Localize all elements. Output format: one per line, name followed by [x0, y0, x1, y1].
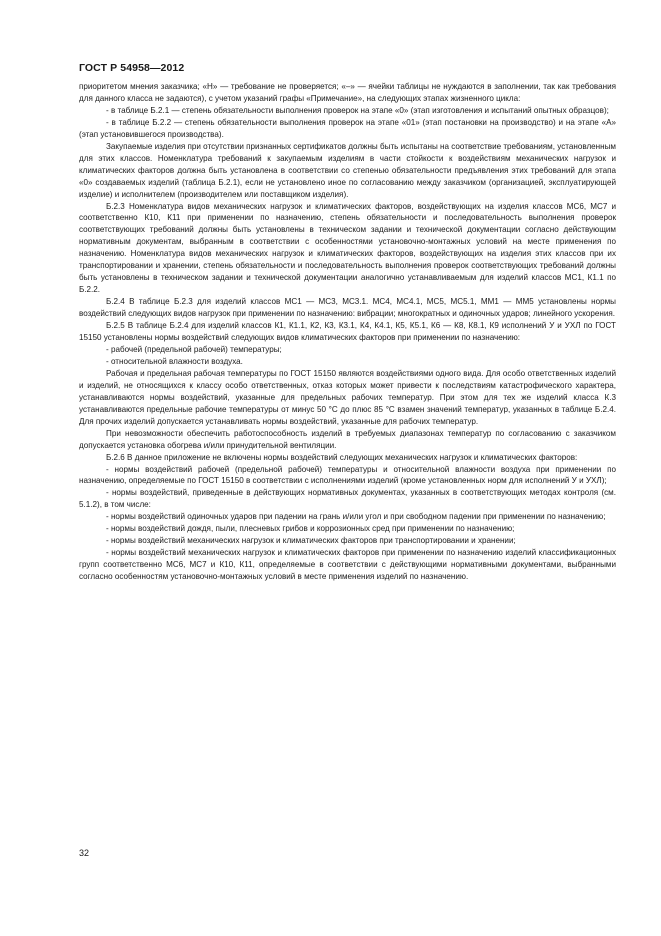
list-item: - в таблице Б.2.2 — степень обязательности выполнения проверок на этапе «01» (этап постановки на производство) и на этапе «А» (этап установившегося производства).	[79, 117, 616, 139]
list-item: - нормы воздействий механических нагрузок и климатических факторов при транспортировании и хранении;	[106, 536, 516, 546]
paragraph: Б.2.4 В таблице Б.2.3 для изделий классов МС1 — МС3, МС3.1. МС4, МС4.1, МС5, МС5.1, ММ1 — ММ5 установлены нормы воздействий следующих видов нагрузок при применении по назначению: вибрации; многократных и одиночных ударов; линейного ускорения.	[79, 297, 616, 319]
list-item: - в таблице Б.2.1 — степень обязательности выполнения проверок на этапе «0» (этап изготовления и испытаний опытных образцов);	[106, 105, 609, 115]
paragraph: Рабочая и предельная рабочая температуры по ГОСТ 15150 являются воздействиями одного вида. Для особо ответственных изделий и изделий, не относящихся к классу особо ответственных, отказ которых может привести к последствиям катастрофического характера, устанавливаются нормы воздействий, указанные для предельных рабочих температур. При этом для тех же изделий класса К.3 устанавливаются предельные рабочие температуры от минус 50 °С до плюс 85 °С взамен значений температур, указанных в таблице Б.2.4. Для прочих изделий допускается устанавливать нормы воздействий, указанные для рабочих температур.	[79, 368, 616, 426]
paragraph: приоритетом мнения заказчика; «Н» — требование не проверяется; «–» — ячейки таблицы не нуждаются в заполнении, так как требования для данного класса не задаются), с учетом указаний графы «Примечание», на следующих этапах жизненного цикла:	[79, 82, 616, 103]
list-item: - нормы воздействий механических нагрузок и климатических факторов при применении по назначению изделий классификационных групп соответственно МС6, МС7 и К10, К11, определяемые в соответствии с действующими нормативными документами, выбранными согласно особенностям установочно-монтажных условий в месте применения изделий по назначению.	[79, 548, 616, 582]
document-header: ГОСТ Р 54958—2012	[79, 62, 185, 74]
paragraph: Б.2.3 Номенклатура видов механических нагрузок и климатических факторов, воздействующих на изделия классов МС6, МС7 и соответственно К10, К11 при применении по назначению, степень обязательности и последовательность выполнения проверок соответствующих требований должны быть установлены в техническом задании и технической документации согласно действующим нормативным документам, выбранным в соответствии с особенностями установочно-монтажных условий на месте применения по назначению. Номенклатура видов механических нагрузок и климатических факторов, воздействующих на изделия этих классов при их транспортировании и хранении, степень обязательности и последовательность выполнения проверок соответствующих требований должны быть установлены в техническом задании и технической документации аналогично устанавливаемым для изделий классов МС1, К1.1 по Б.2.2.	[79, 201, 616, 295]
page-number: 32	[79, 848, 90, 858]
paragraph: Закупаемые изделия при отсутствии признанных сертификатов должны быть испытаны на соответствие требованиям, установленным для этих классов. Номенклатура требований к закупаемым изделиям в части стойкости к воздействиям механических нагрузок и климатических факторов должна быть установлена в соответствии со степенью обязательности предъявления этих требований для этапа «0» создаваемых изделий (таблица Б.2.1), если не установлено иное по согласованию между заказчиком (организацией, эксплуатирующей изделие) и исполнителем (производителем или поставщиком изделия).	[79, 141, 616, 199]
paragraph: Б.2.6 В данное приложение не включены нормы воздействий следующих механических нагрузок и климатических факторов:	[106, 452, 578, 462]
list-item: - нормы воздействий, приведенные в действующих нормативных документах, указанных в соответствующих методах контроля (см. 5.1.2), в том числе:	[79, 488, 616, 510]
paragraph: Б.2.5 В таблице Б.2.4 для изделий классов К1, К1.1, К2, К3, К3.1, К4, К4.1, К5, К5.1, К6 — К8, К8.1, К9 исполнений У и УХЛ по ГОСТ 15150 установлены нормы воздействий следующих видов климатических факторов при применении по назначению:	[79, 321, 616, 343]
list-item: - нормы воздействий одиночных ударов при падении на грань и/или угол и при свободном падении при применении по назначению;	[106, 512, 606, 522]
list-item: - нормы воздействий дождя, пыли, плесневых грибов и коррозионных сред при применении по назначению;	[106, 524, 515, 534]
list-item: - рабочей (предельной рабочей) температуры;	[106, 344, 282, 354]
paragraph: При невозможности обеспечить работоспособность изделий в требуемых диапазонах температур по согласованию с заказчиком допускается установка обогрева и/или принудительной вентиляции.	[79, 428, 616, 450]
document-body	[79, 81, 616, 583]
list-item: - нормы воздействий рабочей (предельной рабочей) температуры и относительной влажности воздуха при применении по назначению, определяемые по ГОСТ 15150 в соответствии с исполнениями изделий (кроме установленных норм для исполнений У и УХЛ);	[79, 464, 616, 486]
list-item: - относительной влажности воздуха.	[106, 356, 243, 366]
